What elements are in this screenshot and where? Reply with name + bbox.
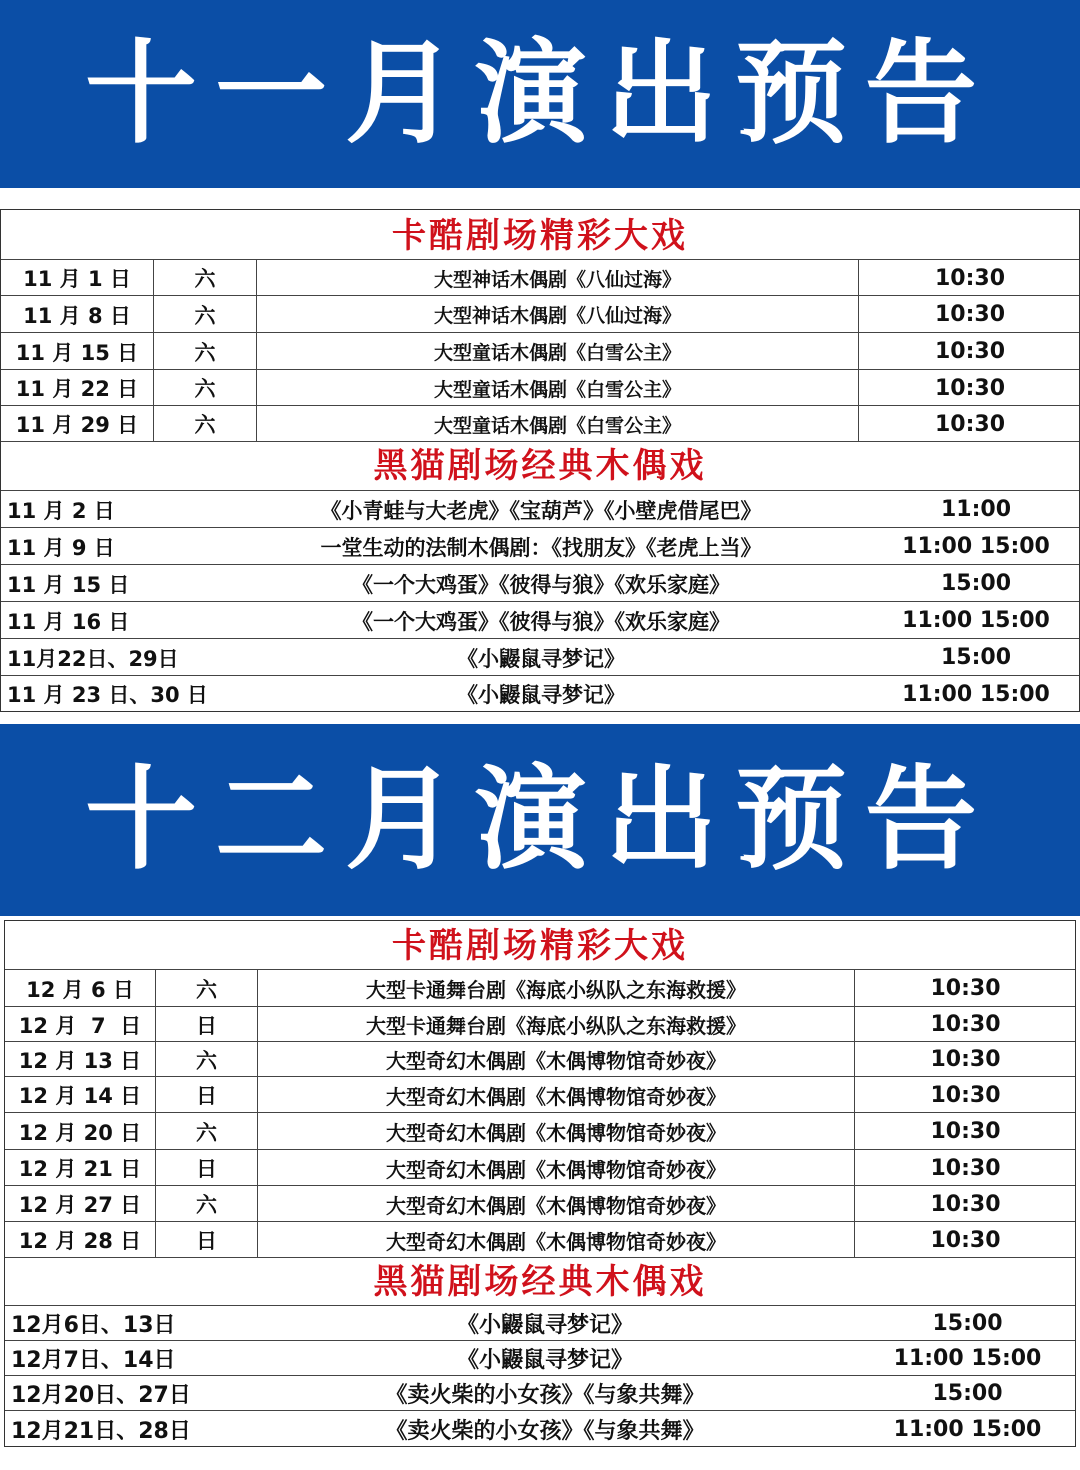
table-row — [5, 969, 1075, 1007]
date-cell: 12月6日、13日 — [11, 1313, 176, 1338]
time-cell: 10:30 — [858, 260, 1080, 296]
section-divider — [5, 1257, 1075, 1306]
table-row — [1, 332, 1079, 370]
date-cell: 12 月 20 日 — [18, 1120, 142, 1145]
time-cell: 10:30 — [854, 1222, 1076, 1258]
date-cell: 11 月 29 日 — [15, 413, 139, 437]
day-cell: 日 — [155, 1007, 257, 1042]
date-cell: 12 月 7 日 — [18, 1013, 142, 1038]
show-cell: 大型童话木偶剧《白雪公主》 — [256, 406, 858, 442]
table-row — [1, 369, 1079, 406]
show-cell: 大型神话木偶剧《八仙过海》 — [256, 296, 858, 333]
table-row — [5, 1185, 1075, 1222]
time-cell: 11:00 15:00 — [902, 534, 1050, 559]
time-cell: 10:30 — [854, 1077, 1076, 1113]
november-banner — [0, 0, 1080, 188]
day-cell: 六 — [153, 260, 256, 296]
date-cell: 11 月 15 日 — [15, 340, 139, 365]
time-cell: 11:00 15:00 — [902, 681, 1050, 707]
section-divider — [1, 441, 1079, 491]
date-cell: 11 月 8 日 — [23, 303, 131, 328]
date-cell: 11 月 1 日 — [23, 267, 131, 291]
date-cell: 11 月 9 日 — [7, 535, 115, 560]
show-cell: 《一个大鸡蛋》《彼得与狼》《欢乐家庭》 — [352, 609, 730, 634]
show-cell: 大型奇幻木偶剧《木偶博物馆奇妙夜》 — [257, 1042, 854, 1077]
show-cell: 大型奇幻木偶剧《木偶博物馆奇妙夜》 — [257, 1077, 854, 1113]
date-cell: 12月20日、27日 — [11, 1383, 191, 1408]
time-cell: 11:00 — [940, 497, 1012, 522]
day-cell: 日 — [155, 1150, 257, 1186]
table-row — [5, 1112, 1075, 1150]
day-cell: 六 — [155, 1042, 257, 1077]
show-cell: 大型奇幻木偶剧《木偶博物馆奇妙夜》 — [257, 1186, 854, 1222]
show-cell: 一堂生动的法制木偶剧：《找朋友》《老虎上当》 — [320, 535, 762, 560]
date-cell: 12月7日、14日 — [11, 1348, 176, 1373]
day-cell: 六 — [153, 406, 256, 442]
time-cell: 15:00 — [932, 1311, 1003, 1336]
table-row — [5, 1410, 1075, 1447]
show-cell: 大型奇幻木偶剧《木偶博物馆奇妙夜》 — [257, 1113, 854, 1150]
time-cell: 10:30 — [854, 1042, 1076, 1077]
table-row — [1, 405, 1079, 442]
time-cell: 10:30 — [854, 1113, 1076, 1150]
show-cell: 《小鼹鼠寻梦记》 — [457, 646, 625, 671]
time-cell: 15:00 — [940, 645, 1012, 670]
show-cell: 大型卡通舞台剧《海底小纵队之东海救援》 — [257, 970, 854, 1007]
day-cell: 日 — [155, 1222, 257, 1258]
time-cell: 10:30 — [854, 1150, 1076, 1186]
time-cell: 15:00 — [932, 1381, 1003, 1406]
november-kaku-title: 卡酷剧场精彩大戏 — [392, 216, 688, 256]
table-row — [5, 1076, 1075, 1113]
date-cell: 11 月 16 日 — [7, 609, 130, 634]
day-cell: 六 — [155, 1186, 257, 1222]
date-cell: 12 月 14 日 — [18, 1084, 142, 1108]
show-cell: 《卖火柴的小女孩》《与象共舞》 — [385, 1418, 705, 1444]
day-cell: 六 — [155, 1113, 257, 1150]
day-cell: 六 — [153, 333, 256, 370]
show-cell: 《小鼹鼠寻梦记》 — [456, 1348, 633, 1373]
date-cell: 11 月 2 日 — [7, 498, 115, 523]
date-cell: 11 月 22 日 — [15, 377, 139, 401]
show-cell: 《一个大鸡蛋》《彼得与狼》《欢乐家庭》 — [352, 572, 730, 597]
time-cell: 10:30 — [854, 1186, 1076, 1222]
time-cell: 11:00 15:00 — [893, 1416, 1042, 1442]
time-cell: 15:00 — [940, 571, 1012, 596]
table-row — [1, 295, 1079, 333]
december-schedule — [4, 920, 1076, 1447]
date-cell: 11 月 23 日、30 日 — [7, 683, 208, 707]
date-cell: 12 月 28 日 — [18, 1229, 142, 1253]
november-heimao-title: 黑猫剧场经典木偶戏 — [373, 446, 707, 486]
date-cell: 11 月 15 日 — [7, 572, 130, 597]
show-cell: 《小鼹鼠寻梦记》 — [456, 1313, 633, 1338]
table-row — [1, 675, 1079, 712]
show-cell: 《卖火柴的小女孩》《与象共舞》 — [385, 1383, 705, 1408]
date-cell: 12 月 6 日 — [26, 977, 134, 1002]
table-row — [5, 1340, 1075, 1376]
november-banner-title: 十一月演出预告 — [85, 28, 995, 159]
time-cell: 10:30 — [854, 970, 1076, 1007]
november-schedule — [0, 209, 1080, 712]
show-cell: 大型奇幻木偶剧《木偶博物馆奇妙夜》 — [257, 1150, 854, 1186]
show-cell: 大型童话木偶剧《白雪公主》 — [256, 370, 858, 406]
table-row — [5, 1041, 1075, 1077]
show-cell: 《小鼹鼠寻梦记》 — [457, 683, 625, 707]
time-cell: 11:00 15:00 — [893, 1346, 1042, 1371]
december-kaku-title: 卡酷剧场精彩大戏 — [392, 926, 688, 966]
table-row — [1, 527, 1079, 565]
time-cell: 11:00 15:00 — [902, 608, 1050, 633]
table-row — [1, 638, 1079, 676]
date-cell: 11月22日、29日 — [7, 646, 179, 671]
time-cell: 10:30 — [858, 333, 1080, 370]
table-row — [5, 1305, 1075, 1341]
show-cell: 大型卡通舞台剧《海底小纵队之东海救援》 — [257, 1007, 854, 1042]
date-cell: 12 月 13 日 — [18, 1048, 142, 1073]
table-row — [1, 259, 1079, 296]
time-cell: 10:30 — [854, 1007, 1076, 1042]
show-cell: 大型童话木偶剧《白雪公主》 — [256, 333, 858, 370]
table-row — [5, 1221, 1075, 1258]
day-cell: 六 — [155, 970, 257, 1007]
day-cell: 六 — [153, 370, 256, 406]
show-cell: 大型神话木偶剧《八仙过海》 — [256, 260, 858, 296]
time-cell: 10:30 — [858, 370, 1080, 406]
december-heimao-title: 黑猫剧场经典木偶戏 — [373, 1262, 707, 1302]
table-row — [5, 1149, 1075, 1186]
date-cell: 12月21日、28日 — [11, 1418, 191, 1444]
day-cell: 日 — [155, 1077, 257, 1113]
table-row — [5, 1375, 1075, 1411]
december-banner-title: 十二月演出预告 — [85, 754, 995, 885]
december-banner — [0, 724, 1080, 916]
date-cell: 12 月 27 日 — [18, 1193, 142, 1217]
time-cell: 10:30 — [858, 296, 1080, 333]
table-row — [1, 601, 1079, 639]
table-row — [5, 1006, 1075, 1042]
show-cell: 大型奇幻木偶剧《木偶博物馆奇妙夜》 — [257, 1222, 854, 1258]
show-cell: 《小青蛙与大老虎》《宝葫芦》《小壁虎借尾巴》 — [320, 498, 762, 523]
table-row — [1, 564, 1079, 602]
date-cell: 12 月 21 日 — [18, 1157, 142, 1181]
table-row — [1, 490, 1079, 528]
day-cell: 六 — [153, 296, 256, 333]
time-cell: 10:30 — [858, 406, 1080, 442]
